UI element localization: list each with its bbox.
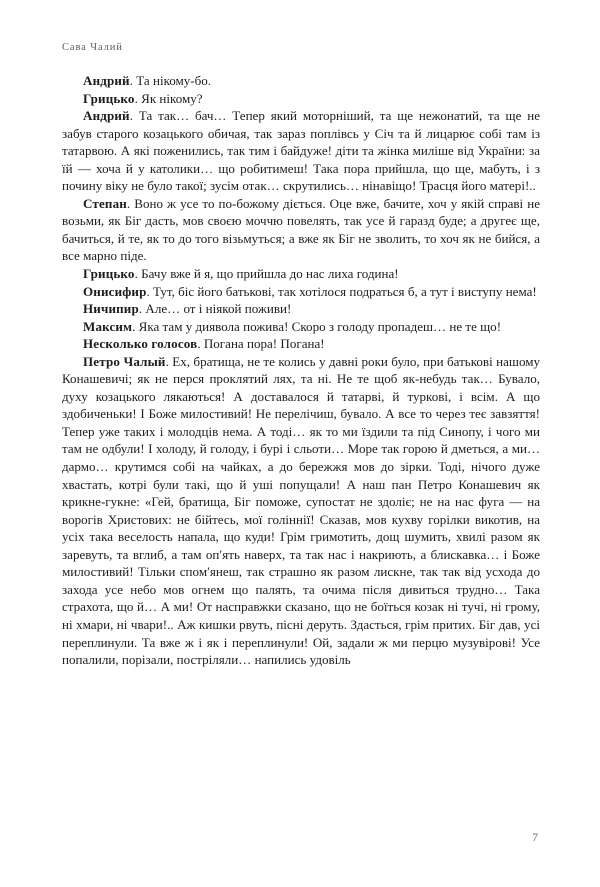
dialogue-line bbox=[62, 318, 540, 336]
dialogue-line bbox=[62, 283, 540, 301]
speaker-separator: . bbox=[134, 266, 142, 282]
dialogue-line bbox=[62, 300, 540, 318]
speaker-separator: . bbox=[146, 283, 154, 299]
speaker-name: Степан bbox=[83, 195, 127, 211]
dialogue-line bbox=[62, 107, 540, 195]
dialogue-text: Бачу вже й я, що прийшла до нас лиха година! bbox=[141, 266, 399, 282]
dialogue-text: Тут, біс його батькові, так хотілося подраться б, а тут і виступу нема! bbox=[153, 283, 537, 299]
dialogue-text: Та так… бач… Тепер який моторніший, та ще нежонатий, та ще не забув старого козацького обичая, так зараз поплівсь у Січ та й лицарює собі там із татарвою. А які поженились, так тим і байдуже! діти та жінка миліше від України: за їй — хоча й у католики… що робитимеш! Така пора прийшла, що ще, мабуть, і з почину віку не було такої; зусім отак… скрутились… нінавіщо! Трасця його матері!.. bbox=[62, 108, 540, 194]
speaker-name: Андрий bbox=[83, 108, 130, 124]
dialogue-text: Як нікому? bbox=[141, 90, 203, 106]
speaker-separator: . bbox=[197, 336, 204, 352]
dialogue-line bbox=[62, 335, 540, 353]
speaker-name: Максим bbox=[83, 318, 133, 334]
speaker-name: Грицько bbox=[83, 90, 135, 106]
dialogue-text: Погана пора! Погана! bbox=[203, 336, 325, 352]
dialogue-line bbox=[62, 265, 540, 283]
dialogue-line bbox=[62, 195, 540, 265]
speaker-separator: . bbox=[134, 90, 142, 106]
speaker-separator: . bbox=[132, 318, 139, 334]
dialogue-line bbox=[62, 353, 540, 669]
speaker-separator: . bbox=[165, 353, 173, 369]
speaker-separator: . bbox=[138, 301, 146, 317]
dialogue-line bbox=[62, 72, 540, 90]
speaker-name: Андрий bbox=[83, 73, 130, 88]
running-header: Сава Чалий bbox=[62, 42, 123, 53]
dialogue-text: Та нікому-бо. bbox=[136, 73, 212, 88]
dialogue-text: Воно ж усе то по-божому діється. Оце вже, бачите, хоч у якій справі не возьми, як Біг дасть, мов своєю моччю повелять, так усе й гаразд буде; а другеє ще, бачиться, й те, як то до того візьмуться; а вже як Біг не зволить, то хоч як не бийся, а все марно піде. bbox=[62, 195, 540, 264]
speaker-separator: . bbox=[126, 195, 135, 211]
speaker-separator: . bbox=[129, 73, 137, 88]
speaker-name: Петро Чалый bbox=[83, 353, 166, 369]
speaker-separator: . bbox=[129, 108, 139, 124]
speaker-name: Онисифир bbox=[83, 283, 147, 299]
page-body-text bbox=[62, 72, 540, 669]
dialogue-text: Але… от і ніякой поживи! bbox=[145, 301, 292, 317]
page-number: 7 bbox=[532, 832, 538, 844]
dialogue-text: Яка там у диявола пожива! Скоро з голоду пропадеш… не те що! bbox=[138, 318, 502, 334]
speaker-name: Ничипир bbox=[83, 301, 139, 317]
dialogue-text: Ех, братища, не те колись у давні роки було, при батькові нашому Конашевичі; як не перся проклятий лях, та ні. Не те щоб як-небудь так… Бувало, духу козацького лякаються! А доставалося й татарві, й туркові, і всім. А що здобиченьки! І Боже милостивий! Не перелічиш, бувало. А все то через теє завзяття! Тепер уже таких і молодців нема. А тоді… як то ми їздили та під Синопу, і чого ми там не одбули! І холоду, й голоду, і бурі і сльоти… Море так горою й дметься, а ми… дармо… крутимся собі на чайках, а до бережжя мов до зірки. Тоді, нічого дуже хвастать, котрі були такі, що й уші попущали! А наш пан Петро Конашевич як крикне-гукне: «Гей, братища, Біг поможе, супостат не здоліє; не на нас фуга — на ворогів Христових: не бійтесь, мої голіннії! Сказав, мов кухву горілки викотив, на усіх така веселость напала, що куди! Грім гримотить, дощ шумить, хвилі разом як заревуть, та вглиб, а там оп′ять наверх, та так нас і накриють, а блискавка… і Боже милостивий! Тільки спом′янеш, так страшно як разом лискне, так так від усхода до захода усе небо мов огнем що палять, та очима після дивиться трудно… Така страхота, що й… А ми! От насправжки сказано, що не боїться козак ні тучі, ні грому, ні хмари, ні чвари!.. Аж кишки рвуть, пісні деруть. Здасться, грім притих. Біг дав, усі переплинули. Та вже ж і як і переплинули! Ой, задали ж ми перцю музувірові! Усе попалили, порізали, постріляли… напились удовіль bbox=[62, 353, 540, 668]
dialogue-line bbox=[62, 90, 540, 108]
speaker-name: Несколько голосов bbox=[83, 336, 198, 352]
speaker-name: Грицько bbox=[83, 266, 135, 282]
